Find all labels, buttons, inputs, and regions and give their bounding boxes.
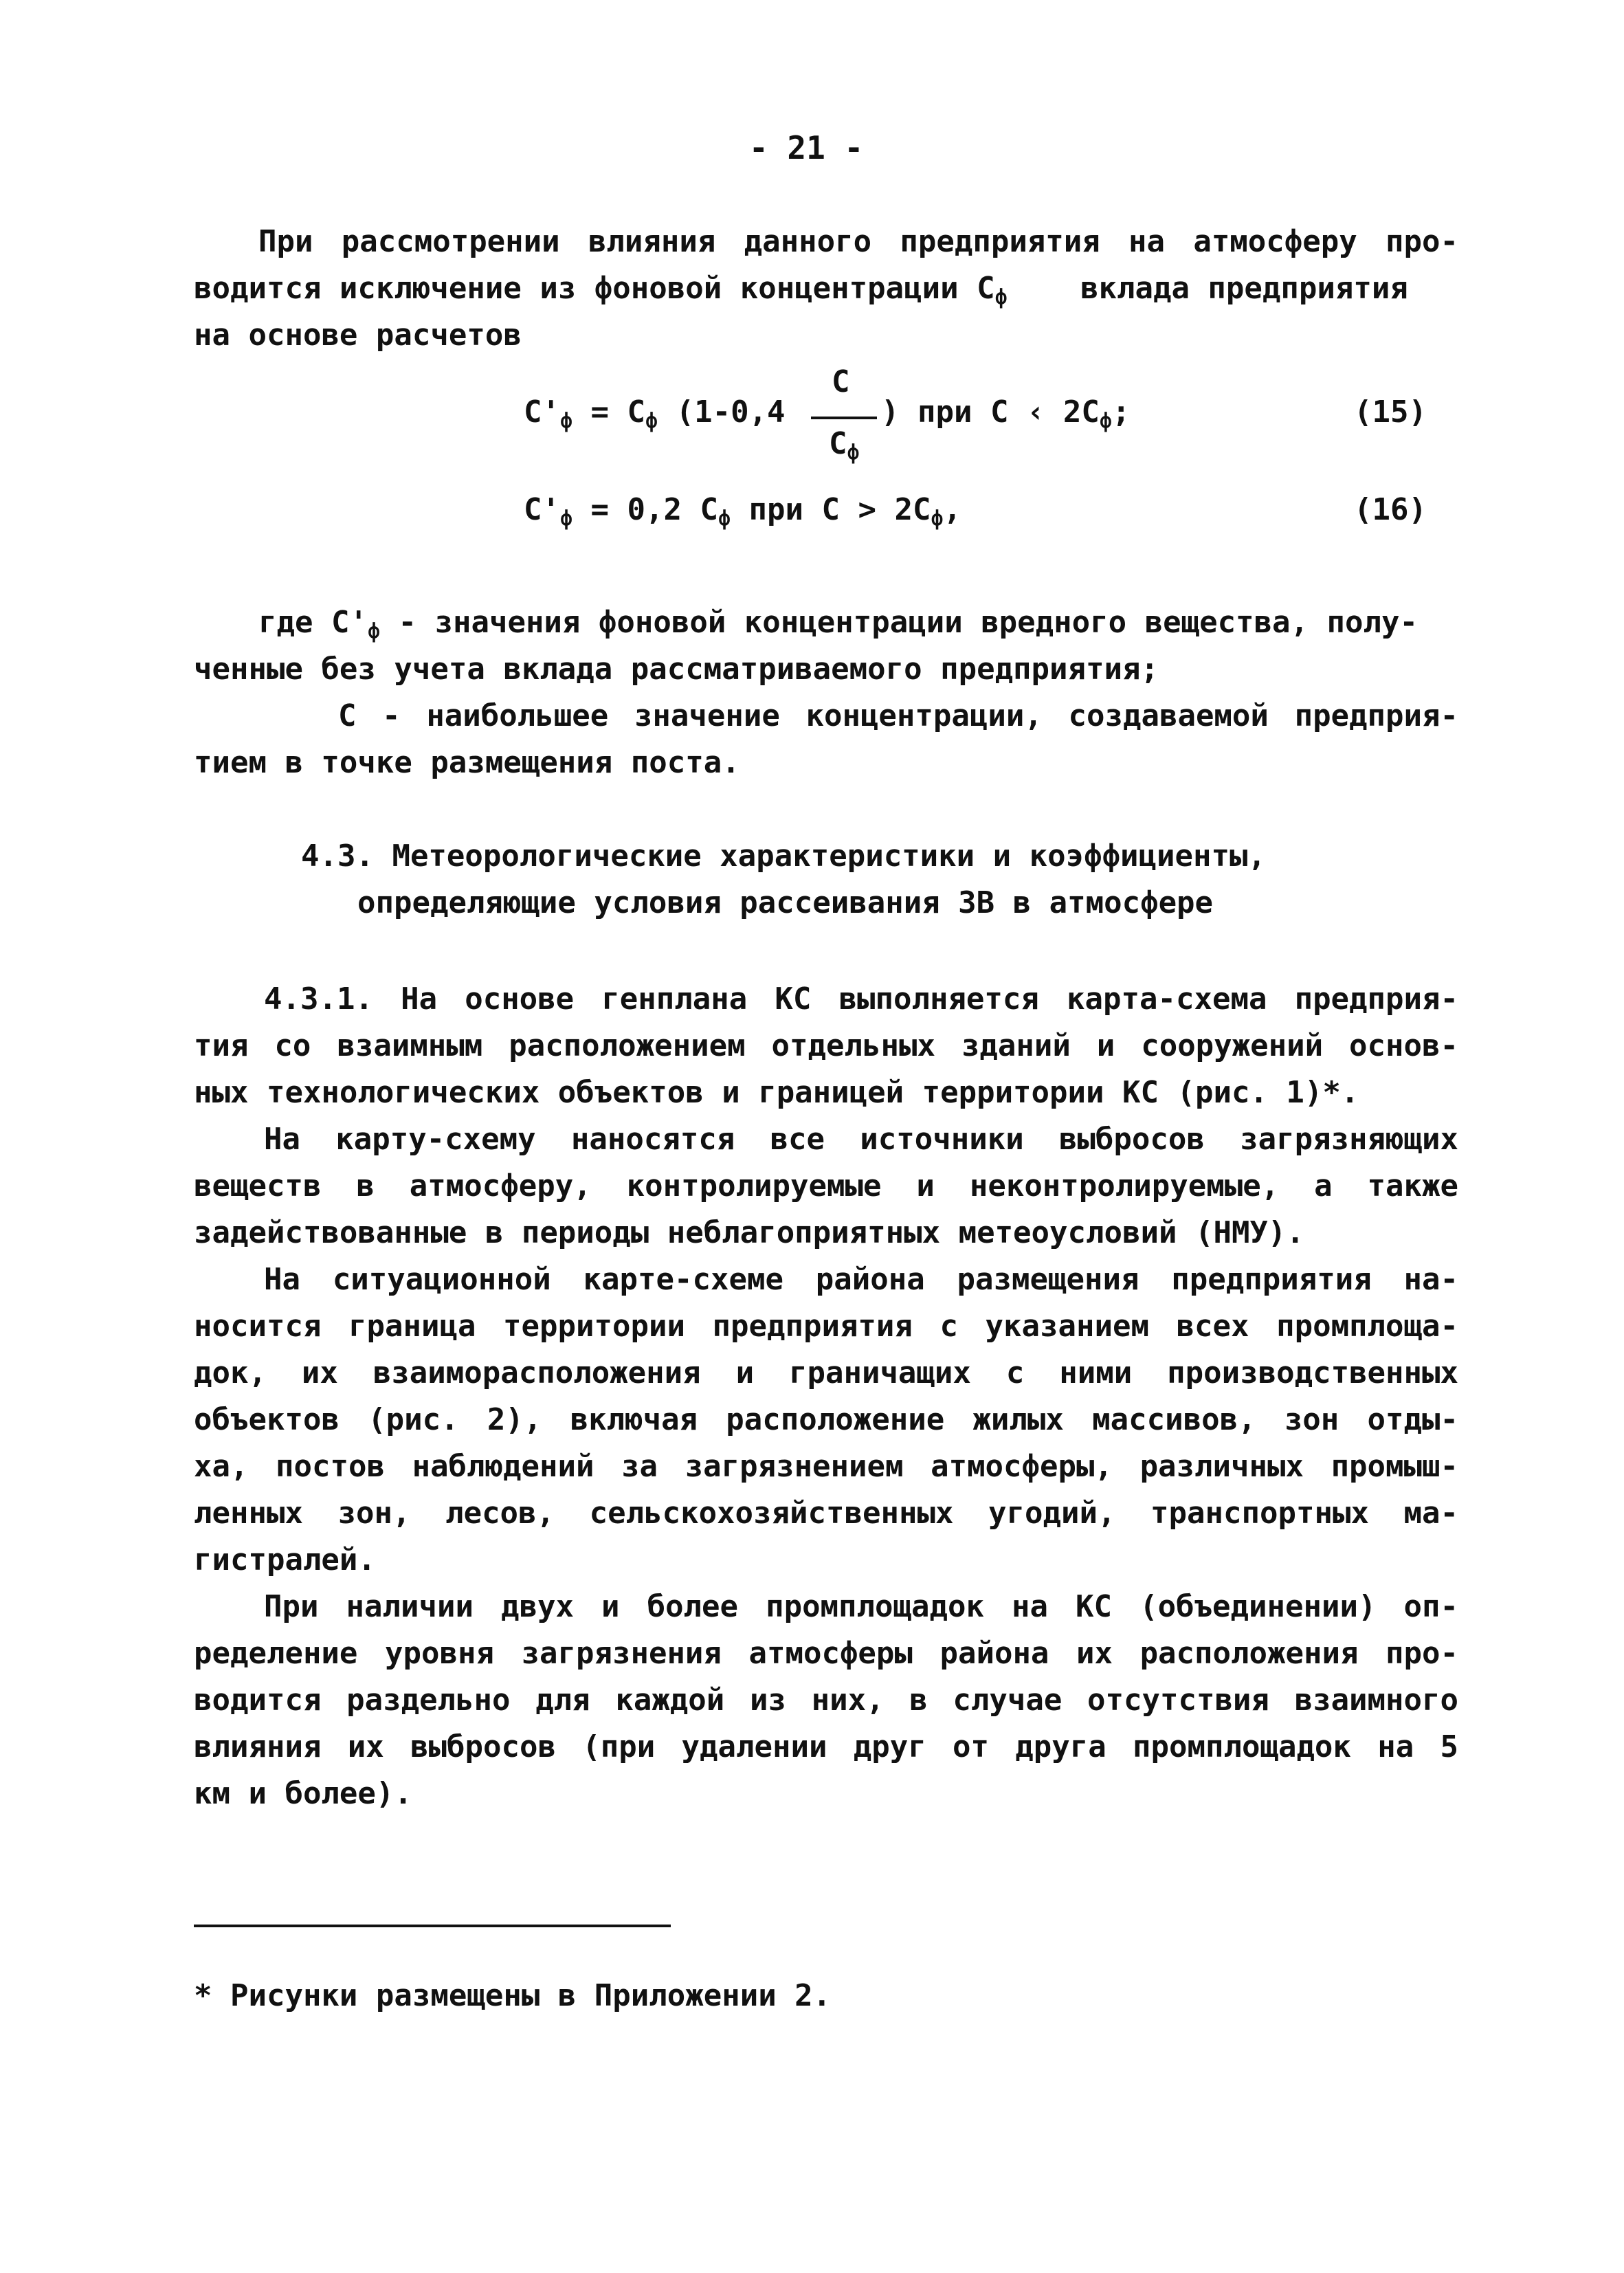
formula-16-lhs-phi: ф	[559, 507, 573, 531]
para-3-line-7: гистралей.	[194, 1542, 376, 1577]
formula-15-den-phi: ф	[847, 441, 860, 465]
formula-16-body-phi: ф	[718, 507, 731, 531]
where-cprime: C'	[331, 605, 368, 640]
para-1-line-2: тия со взаимным расположением отдельных зданий и сооружений основ-	[194, 1028, 1458, 1063]
formula-15-mid: (1-0,4	[676, 395, 786, 430]
formula-15-c: C	[627, 395, 646, 430]
section-title-line-2: определяющие условия рассеивания ЗВ в атмосфере	[357, 885, 1214, 920]
para-4-line-3: водится раздельно для каждой из них, в случае отсутствия взаимного	[194, 1683, 1458, 1718]
formula-15-den-c: C	[829, 426, 847, 461]
formula-15-fraction-bar	[811, 417, 877, 419]
where-line-4: тием в точке размещения поста.	[194, 745, 740, 780]
intro-line-2	[194, 268, 1458, 309]
where-cprime-phi: ф	[367, 619, 381, 643]
para-2-line-3: задействованные в периоды неблагоприятных метеоусловий (НМУ).	[194, 1215, 1304, 1250]
formula-15-denominator	[829, 426, 860, 465]
intro-line-3: на основе расчетов	[194, 318, 522, 353]
where-line-1-text: - значения фоновой концентрации вредного вещества, полу-	[380, 605, 1418, 640]
para-3-line-2: носится граница территории предприятия с указанием всех промплоща-	[194, 1309, 1458, 1344]
footnote-divider	[194, 1925, 671, 1927]
formula-15-equals: =	[590, 395, 610, 430]
para-2-line-1: На карту-схему наносятся все источники выбросов загрязняющих	[264, 1122, 1458, 1157]
where-line-2: ченные без учета вклада рассматриваемого предприятия;	[194, 652, 1159, 687]
footnote: * Рисунки размещены в Приложении 2.	[194, 1978, 832, 2013]
formula-16-mid: при C > 2C	[731, 492, 931, 527]
section-title-line-1: 4.3. Метеорологические характеристики и коэффициенты,	[301, 839, 1266, 874]
symbol-c: C	[977, 271, 995, 306]
where-line-1	[258, 602, 1495, 643]
para-1-line-1: 4.3.1. На основе генплана КС выполняется карта-схема предприя-	[264, 982, 1458, 1017]
para-3-line-1: На ситуационной карте-схеме района размещения предприятия на-	[264, 1262, 1458, 1297]
page-number: - 21 -	[749, 129, 864, 166]
formula-15-close: ) при C ‹ 2C	[881, 395, 1100, 430]
para-2-line-2: веществ в атмосферу, контролируемые и неконтролируемые, а также	[194, 1168, 1458, 1204]
para-4-line-1: При наличии двух и более промплощадок на КС (объединении) оп-	[264, 1589, 1458, 1624]
para-4-line-2: ределение уровня загрязнения атмосферы района их расположения про-	[194, 1636, 1458, 1671]
para-3-line-4: объектов (рис. 2), включая расположение жилых массивов, зон отды-	[194, 1402, 1458, 1437]
where-line-3: C - наибольшее значение концентрации, создаваемой предприя-	[338, 698, 1458, 733]
para-1-line-3: ных технологических объектов и границей территории КС (рис. 1)*.	[194, 1075, 1359, 1110]
formula-15-number: (15)	[1354, 395, 1427, 430]
formula-16-mid-phi: ф	[931, 507, 944, 531]
formula-16	[524, 492, 962, 531]
formula-15-close-phi: ф	[1099, 409, 1112, 433]
para-3-line-6: ленных зон, лесов, сельскохозяйственных угодий, транспортных ма-	[194, 1496, 1458, 1531]
formula-16-tail: ,	[943, 492, 962, 527]
formula-16-body: = 0,2 C	[590, 492, 718, 527]
formula-15-tail: ;	[1111, 395, 1131, 430]
para-4-line-5: км и более).	[194, 1776, 412, 1811]
intro-line-2-text: водится исключение из фоновой концентрации	[194, 271, 959, 306]
para-3-line-3: док, их взаиморасположения и граничащих с ними производственных	[194, 1355, 1458, 1390]
formula-15-lhs-phi: ф	[559, 409, 573, 433]
symbol-phi: ф	[994, 285, 1008, 309]
intro-line-1: При рассмотрении влияния данного предприятия на атмосферу про-	[258, 224, 1458, 259]
formula-15-numerator: C	[832, 364, 850, 399]
formula-16-number: (16)	[1354, 492, 1427, 527]
para-3-line-5: ха, постов наблюдений за загрязнением атмосферы, различных промыш-	[194, 1449, 1458, 1484]
where-prefix: где	[258, 605, 331, 640]
formula-15-rhs	[881, 395, 1131, 433]
intro-line-2-tail: вклада предприятия	[1080, 271, 1408, 306]
formula-15	[524, 395, 786, 433]
para-4-line-4: влияния их выбросов (при удалении друг от друга промплощадок на 5	[194, 1729, 1458, 1764]
formula-16-lhs: C'	[524, 492, 560, 527]
formula-15-lhs: C'	[524, 395, 560, 430]
formula-15-c-phi: ф	[645, 409, 658, 433]
